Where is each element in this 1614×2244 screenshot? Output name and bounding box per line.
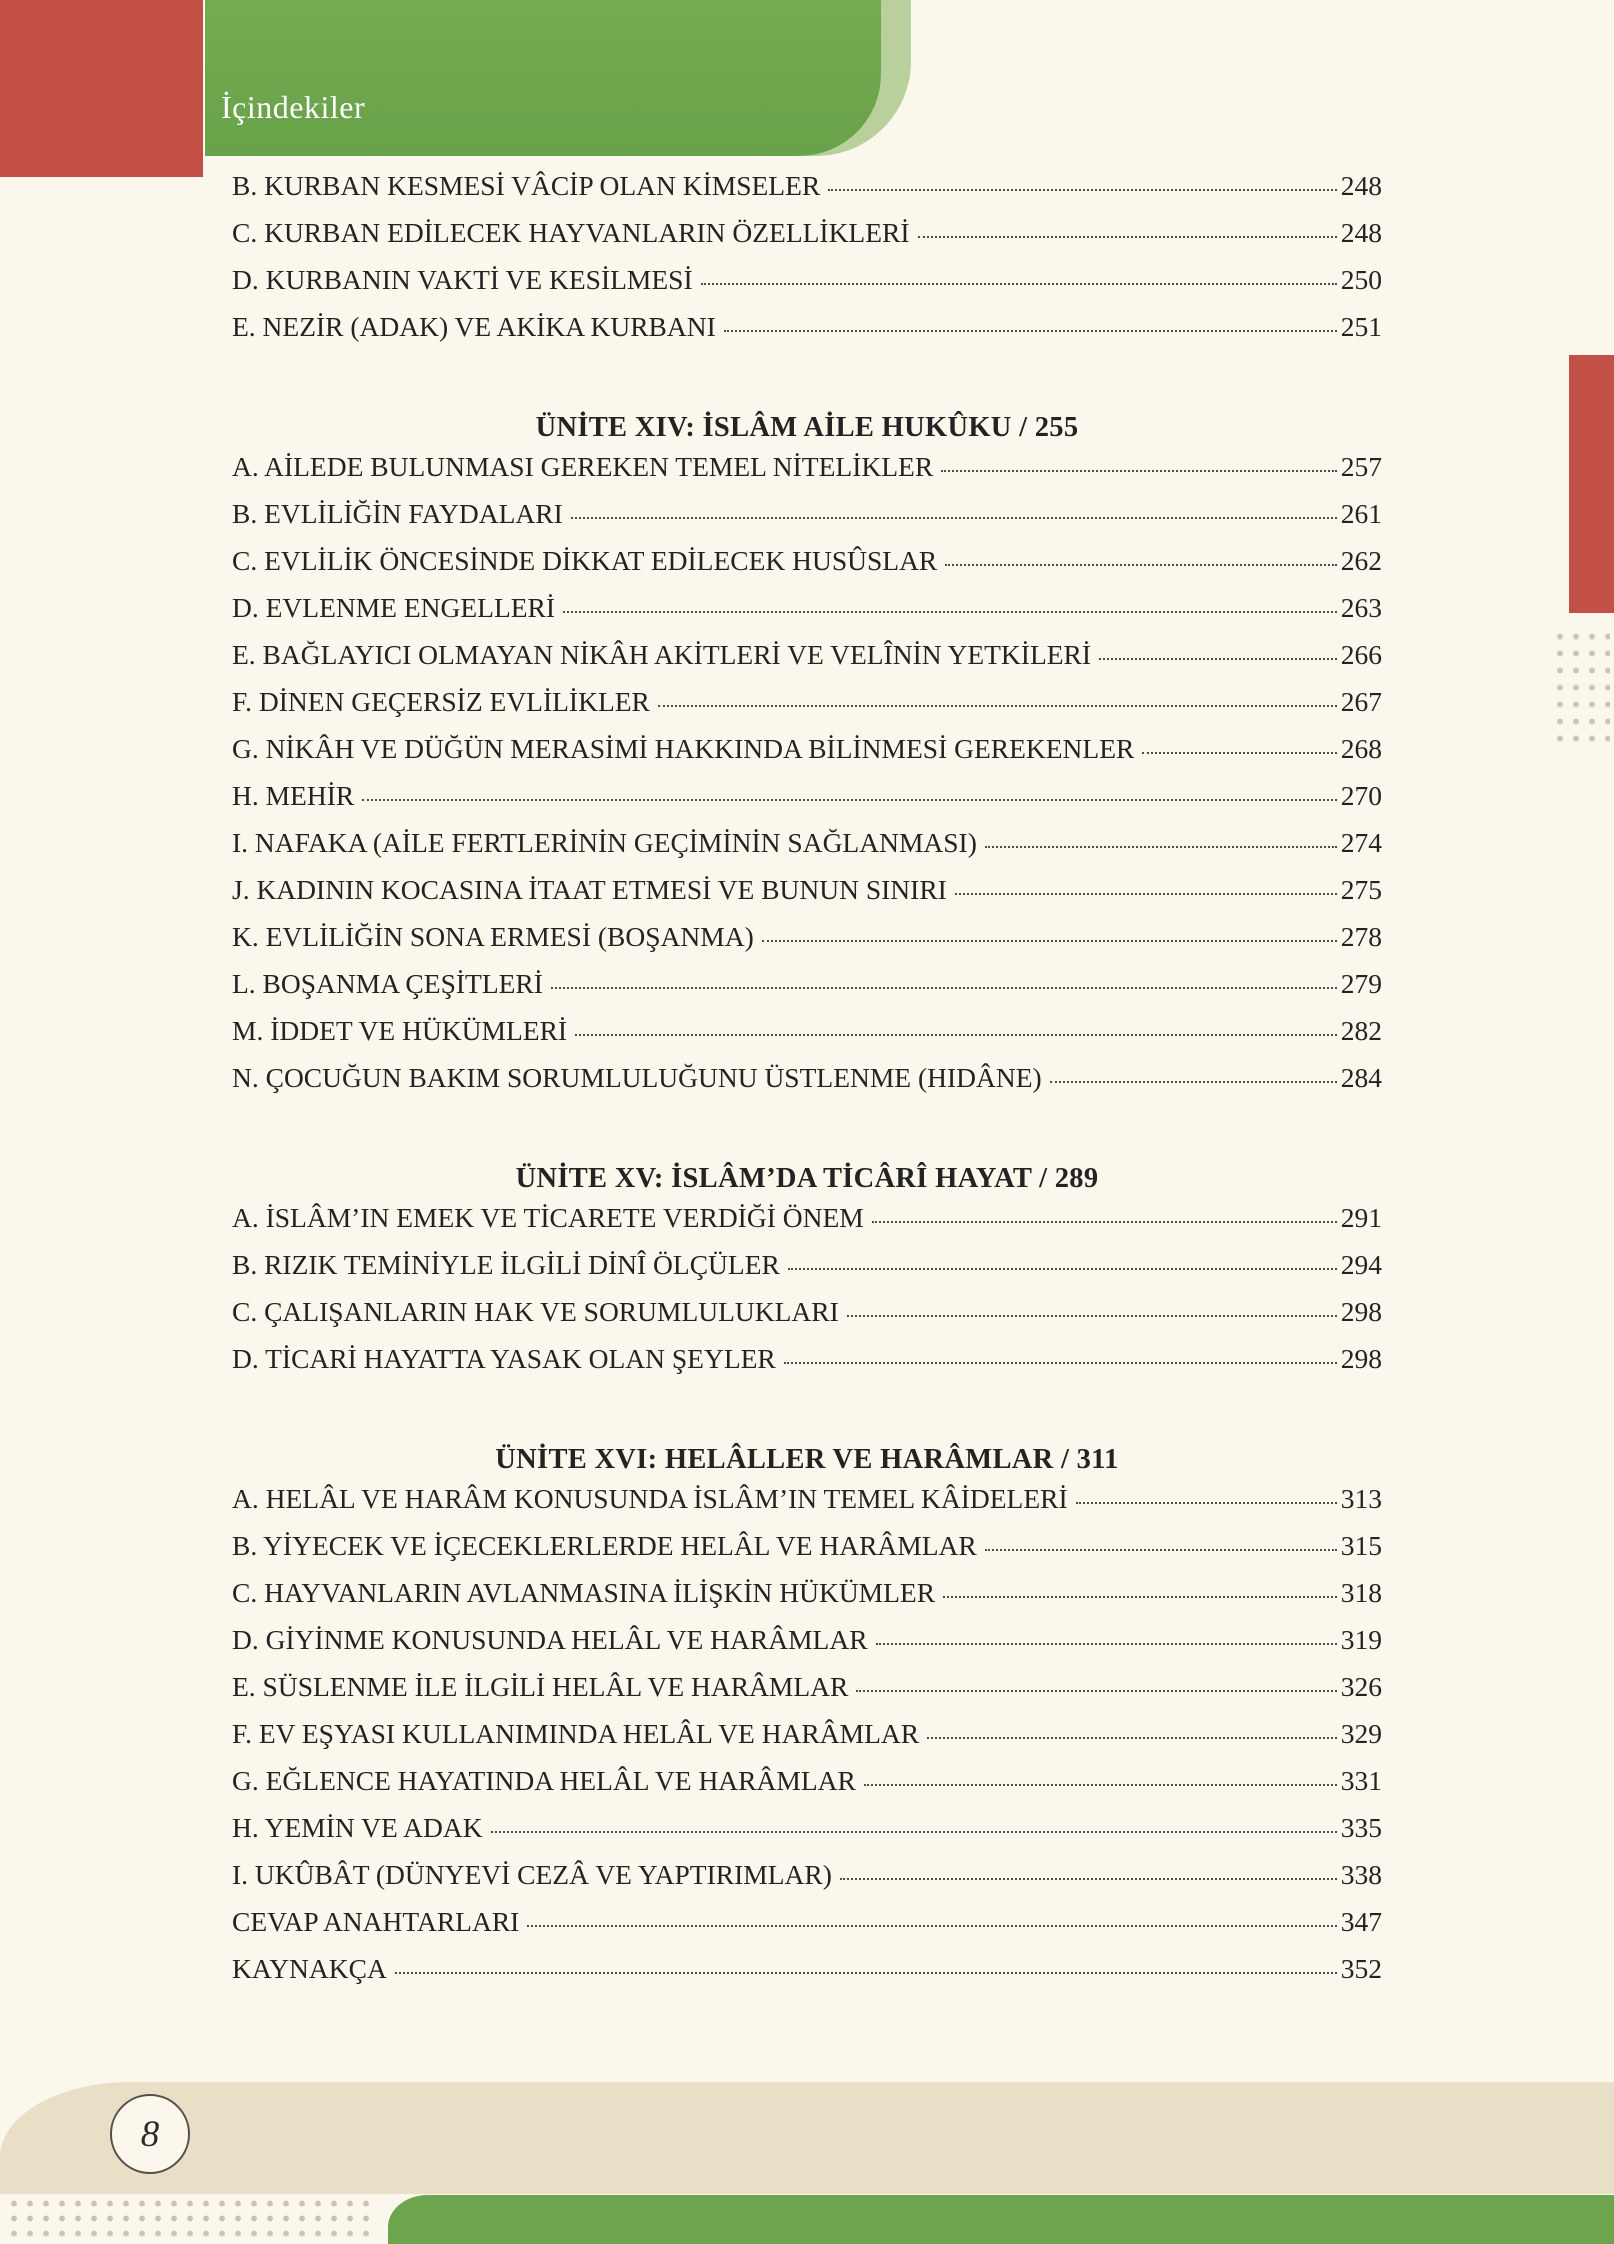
dotted-leader	[856, 1690, 1336, 1692]
toc-entry-page: 298	[1340, 1296, 1382, 1327]
toc-entry-label: C. ÇALIŞANLARIN HAK VE SORUMLULUKLARI	[232, 1296, 839, 1327]
section-heading: ÜNİTE XVI: HELÂLLER VE HARÂMLAR / 311	[495, 1443, 1119, 1475]
toc-entry-label: C. HAYVANLARIN AVLANMASINA İLİŞKİN HÜKÜMLER	[232, 1577, 936, 1608]
toc-entry-page: 326	[1340, 1671, 1382, 1702]
toc-entry	[232, 1343, 1382, 1390]
toc-entry	[232, 874, 1382, 921]
toc-entry	[232, 780, 1382, 827]
dotted-leader	[828, 189, 1337, 191]
toc-entry-page: 251	[1340, 311, 1382, 342]
toc-entry-label: H. MEHİR	[232, 780, 355, 811]
toc-entry-label: B. YİYECEK VE İÇECEKLERLERDE HELÂL VE HARÂMLAR	[232, 1530, 977, 1561]
dotted-leader	[840, 1878, 1337, 1880]
toc-entry	[232, 1953, 1382, 2000]
footer-beige-band	[0, 2082, 1614, 2194]
toc-entry	[232, 827, 1382, 874]
toc-entry-label: D. GİYİNME KONUSUNDA HELÂL VE HARÂMLAR	[232, 1624, 868, 1655]
toc-entry	[232, 1015, 1382, 1062]
toc-entry-label: L. BOŞANMA ÇEŞİTLERİ	[232, 968, 543, 999]
toc-entry-page: 248	[1340, 217, 1382, 248]
toc-entry	[232, 170, 1382, 217]
toc-entry-page: 266	[1340, 639, 1382, 670]
table-of-contents	[232, 170, 1382, 2000]
right-dot-grid	[1552, 628, 1610, 752]
toc-entry-label: C. KURBAN EDİLECEK HAYVANLARIN ÖZELLİKLERİ	[232, 217, 910, 248]
toc-entry	[232, 921, 1382, 968]
toc-entry-label: H. YEMİN VE ADAK	[232, 1812, 483, 1843]
toc-entry-label: C. EVLİLİK ÖNCESİNDE DİKKAT EDİLECEK HUSÛSLAR	[232, 545, 938, 576]
toc-entry-label: A. İSLÂM’IN EMEK VE TİCARETE VERDİĞİ ÖNEM	[232, 1202, 864, 1233]
right-red-tab	[1569, 355, 1614, 613]
toc-entry	[232, 639, 1382, 686]
toc-entry-page: 282	[1340, 1015, 1382, 1046]
toc-entry	[232, 1718, 1382, 1765]
toc-entry	[232, 217, 1382, 264]
section-heading: ÜNİTE XV: İSLÂM’DA TİCÂRÎ HAYAT / 289	[515, 1162, 1099, 1194]
toc-entry	[232, 311, 1382, 358]
toc-entry-page: 257	[1340, 451, 1382, 482]
toc-entry-page: 268	[1340, 733, 1382, 764]
toc-entry-label: G. NİKÂH VE DÜĞÜN MERASİMİ HAKKINDA BİLİNMESİ GEREKENLER	[232, 733, 1135, 764]
toc-entry	[232, 686, 1382, 733]
toc-entry-page: 278	[1340, 921, 1382, 952]
toc-entry-label: D. TİCARİ HAYATTA YASAK OLAN ŞEYLER	[232, 1343, 776, 1374]
toc-entry-label: N. ÇOCUĞUN BAKIM SORUMLULUĞUNU ÜSTLENME (HIDÂNE)	[232, 1062, 1042, 1093]
toc-entry-page: 267	[1340, 686, 1382, 717]
toc-entry-label: CEVAP ANAHTARLARI	[232, 1906, 520, 1937]
toc-entry-page: 279	[1340, 968, 1382, 999]
footer-dot-pattern	[6, 2196, 376, 2242]
toc-entry-label: F. EV EŞYASI KULLANIMINDA HELÂL VE HARÂMLAR	[232, 1718, 920, 1749]
dotted-leader	[955, 893, 1337, 895]
toc-entry-label: D. EVLENME ENGELLERİ	[232, 592, 556, 623]
dotted-leader	[762, 940, 1337, 942]
toc-entry	[232, 545, 1382, 592]
page-number-badge	[110, 2094, 190, 2174]
dotted-leader	[563, 611, 1337, 613]
dotted-leader	[571, 517, 1337, 519]
toc-entry	[232, 1765, 1382, 1812]
toc-entry	[232, 968, 1382, 1015]
toc-entry-label: B. KURBAN KESMESİ VÂCİP OLAN KİMSELER	[232, 170, 821, 201]
toc-entry	[232, 1577, 1382, 1624]
toc-entry-page: 274	[1340, 827, 1382, 858]
toc-entry	[232, 498, 1382, 545]
dotted-leader	[362, 799, 1337, 801]
toc-entry-page: 347	[1340, 1906, 1382, 1937]
header-banner-shape	[205, 0, 881, 156]
toc-entry-page: 335	[1340, 1812, 1382, 1843]
dotted-leader	[927, 1737, 1337, 1739]
toc-entry	[232, 733, 1382, 780]
toc-entry-page: 262	[1340, 545, 1382, 576]
toc-entry-label: A. AİLEDE BULUNMASI GEREKEN TEMEL NİTELİKLER	[232, 451, 934, 482]
dotted-leader	[784, 1362, 1337, 1364]
toc-entry-label: B. EVLİLİĞİN FAYDALARI	[232, 498, 563, 529]
footer-green-bar	[388, 2195, 1614, 2244]
toc-entry-label: E. NEZİR (ADAK) VE AKİKA KURBANI	[232, 311, 716, 342]
dotted-leader	[872, 1221, 1337, 1223]
toc-entry-label: D. KURBANIN VAKTİ VE KESİLMESİ	[232, 264, 693, 295]
toc-entry	[232, 264, 1382, 311]
dotted-leader	[943, 1596, 1337, 1598]
toc-entry-label: E. BAĞLAYICI OLMAYAN NİKÂH AKİTLERİ VE VELÎNİN YETKİLERİ	[232, 639, 1092, 670]
toc-entry-label: I. UKÛBÂT (DÜNYEVİ CEZÂ VE YAPTIRIMLAR)	[232, 1859, 832, 1890]
toc-entry-page: 291	[1340, 1202, 1382, 1233]
dotted-leader	[985, 1549, 1337, 1551]
header-banner	[205, 0, 915, 156]
dotted-leader	[701, 283, 1337, 285]
toc-entry-page: 331	[1340, 1765, 1382, 1796]
toc-entry	[232, 1859, 1382, 1906]
toc-entry	[232, 1483, 1382, 1530]
dotted-leader	[1099, 658, 1337, 660]
toc-entry-label: M. İDDET VE HÜKÜMLERİ	[232, 1015, 568, 1046]
toc-entry-label: J. KADININ KOCASINA İTAAT ETMESİ VE BUNUN SINIRI	[232, 874, 947, 905]
dotted-leader	[876, 1643, 1337, 1645]
toc-entry-label: KAYNAKÇA	[232, 1953, 387, 1984]
toc-entry-page: 298	[1340, 1343, 1382, 1374]
toc-entry-page: 263	[1340, 592, 1382, 623]
toc-entry-page: 294	[1340, 1249, 1382, 1280]
toc-entry	[232, 1249, 1382, 1296]
toc-entry-label: G. EĞLENCE HAYATINDA HELÂL VE HARÂMLAR	[232, 1765, 856, 1796]
toc-entry-label: B. RIZIK TEMİNİYLE İLGİLİ DİNÎ ÖLÇÜLER	[232, 1249, 780, 1280]
toc-entry	[232, 1671, 1382, 1718]
toc-entry	[232, 451, 1382, 498]
dotted-leader	[658, 705, 1337, 707]
toc-entry-page: 338	[1340, 1859, 1382, 1890]
dotted-leader	[918, 236, 1337, 238]
dotted-leader	[724, 330, 1337, 332]
dotted-leader	[551, 987, 1337, 989]
dotted-leader	[575, 1034, 1337, 1036]
toc-entry-label: E. SÜSLENME İLE İLGİLİ HELÂL VE HARÂMLAR	[232, 1671, 849, 1702]
toc-entry-page: 275	[1340, 874, 1382, 905]
toc-entry-page: 352	[1340, 1953, 1382, 1984]
dotted-leader	[395, 1972, 1337, 1974]
page-number: 8	[140, 2113, 160, 2155]
dotted-leader	[864, 1784, 1337, 1786]
toc-entry-page: 319	[1340, 1624, 1382, 1655]
dotted-leader	[945, 564, 1336, 566]
toc-entry-page: 261	[1340, 498, 1382, 529]
toc-entry-label: A. HELÂL VE HARÂM KONUSUNDA İSLÂM’IN TEMEL KÂİDELERİ	[232, 1483, 1068, 1514]
toc-entry-label: I. NAFAKA (AİLE FERTLERİNİN GEÇİMİNİN SAĞLANMASI)	[232, 827, 977, 858]
toc-entry-label: K. EVLİLİĞİN SONA ERMESİ (BOŞANMA)	[232, 921, 754, 952]
dotted-leader	[1076, 1502, 1337, 1504]
dotted-leader	[491, 1831, 1337, 1833]
toc-entry	[232, 592, 1382, 639]
toc-entry-label: F. DİNEN GEÇERSİZ EVLİLİKLER	[232, 686, 650, 717]
toc-entry	[232, 1530, 1382, 1577]
dotted-leader	[985, 846, 1337, 848]
toc-entry	[232, 1296, 1382, 1343]
toc-entry	[232, 1062, 1382, 1109]
toc-entry	[232, 1812, 1382, 1859]
dotted-leader	[1142, 752, 1336, 754]
toc-entry-page: 313	[1340, 1483, 1382, 1514]
toc-entry-page: 329	[1340, 1718, 1382, 1749]
dotted-leader	[847, 1315, 1337, 1317]
toc-entry-page: 315	[1340, 1530, 1382, 1561]
toc-entry-page: 284	[1340, 1062, 1382, 1093]
toc-entry-page: 318	[1340, 1577, 1382, 1608]
top-left-red-block	[0, 0, 203, 177]
page-title: İçindekiler	[221, 89, 366, 125]
toc-entry-page: 270	[1340, 780, 1382, 811]
toc-entry-page: 248	[1340, 170, 1382, 201]
dotted-leader	[527, 1925, 1336, 1927]
section-heading: ÜNİTE XIV: İSLÂM AİLE HUKÛKU / 255	[535, 411, 1079, 443]
toc-entry	[232, 1906, 1382, 1953]
dotted-leader	[788, 1268, 1337, 1270]
dotted-leader	[941, 470, 1337, 472]
toc-entry	[232, 1202, 1382, 1249]
dotted-leader	[1050, 1081, 1337, 1083]
toc-entry-page: 250	[1340, 264, 1382, 295]
toc-entry	[232, 1624, 1382, 1671]
